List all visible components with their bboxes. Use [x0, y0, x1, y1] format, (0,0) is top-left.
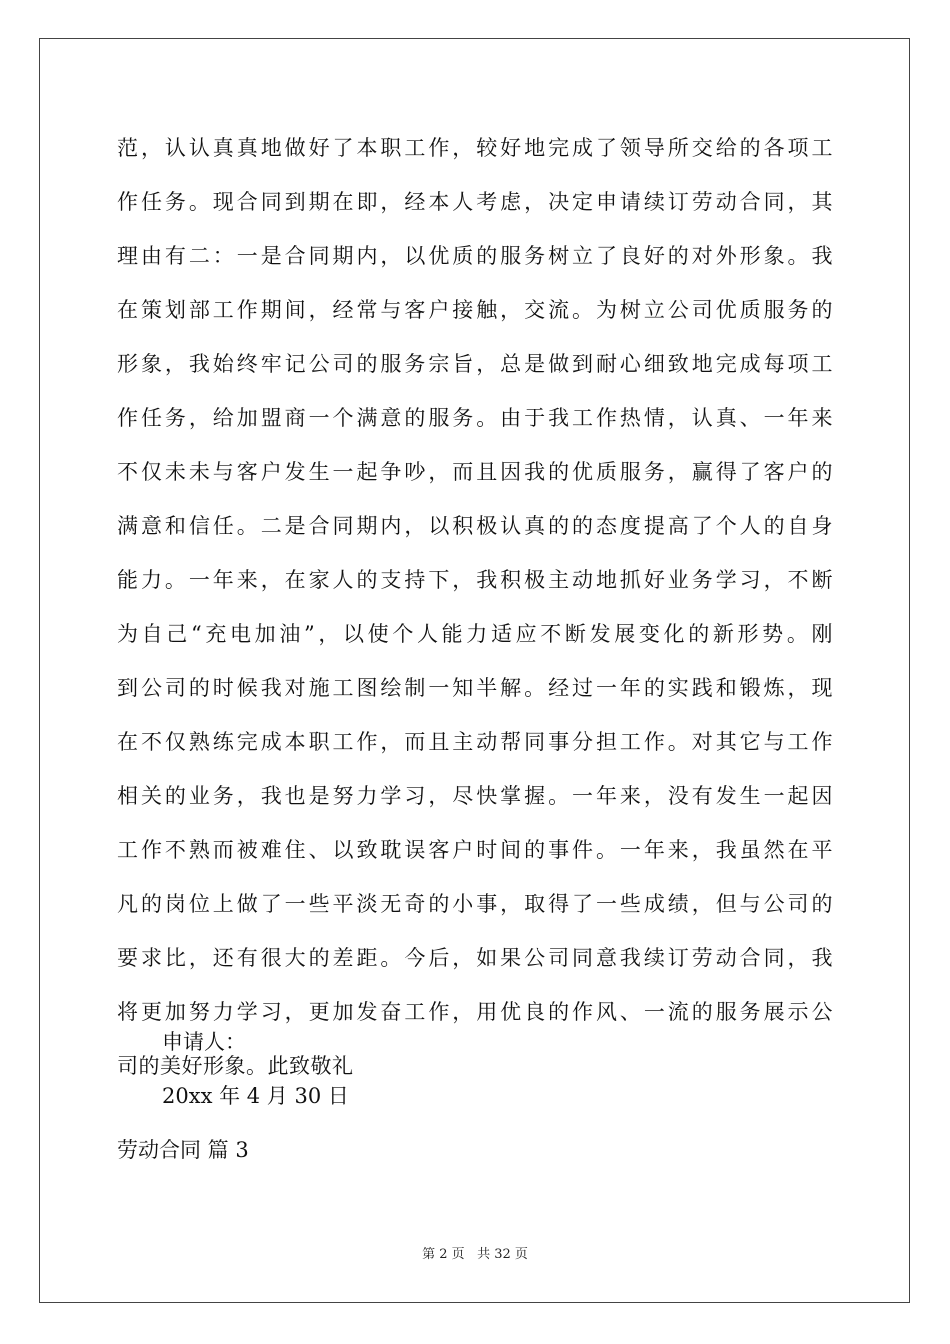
page-number: 第 2 页: [422, 1247, 465, 1262]
body-line: 形象，我始终牢记公司的服务宗旨，总是做到耐心细致地完成每项工: [117, 352, 833, 376]
body-line: 在策划部工作期间，经常与客户接触，交流。为树立公司优质服务的: [117, 298, 833, 322]
body-line: 理由有二：一是合同期内，以优质的服务树立了良好的对外形象。我: [117, 244, 833, 268]
body-line: 为自己“充电加油”，以使个人能力适应不断发展变化的新形势。刚: [117, 622, 833, 646]
document-body: [117, 121, 833, 1093]
body-line: 司的美好形象。此致敬礼: [117, 1054, 354, 1078]
body-line: 不仅未未与客户发生一起争吵，而且因我的优质服务，赢得了客户的: [117, 460, 833, 484]
body-line: 到公司的时候我对施工图绘制一知半解。经过一年的实践和锻炼，现: [117, 676, 833, 700]
total-pages: 共 32 页: [477, 1247, 528, 1262]
body-line: 要求比，还有很大的差距。今后，如果公司同意我续订劳动合同，我: [117, 946, 833, 970]
body-line: 工作不熟而被难住、以致耽误客户时间的事件。一年来，我虽然在平: [117, 838, 833, 862]
body-line: 凡的岗位上做了一些平淡无奇的小事，取得了一些成绩，但与公司的: [117, 892, 833, 916]
body-line: 相关的业务，我也是努力学习，尽快掌握。一年来，没有发生一起因: [117, 784, 833, 808]
body-line: 作任务。现合同到期在即，经本人考虑，决定申请续订劳动合同，其: [117, 190, 833, 214]
body-line: 满意和信任。二是合同期内，以积极认真的的态度提高了个人的自身: [117, 514, 833, 538]
body-line: 作任务，给加盟商一个满意的服务。由于我工作热情，认真、一年来: [117, 406, 833, 430]
body-line: 将更加努力学习，更加发奋工作，用优良的作风、一流的服务展示公: [117, 1000, 833, 1024]
page-footer: [0, 1245, 950, 1265]
body-line: 在不仅熟练完成本职工作，而且主动帮同事分担工作。对其它与工作: [117, 730, 833, 754]
section-title: 劳动合同 篇 3: [117, 1138, 249, 1162]
body-line: 能力。一年来，在家人的支持下，我积极主动地抓好业务学习，不断: [117, 568, 833, 592]
applicant-label: 申请人：: [162, 1030, 246, 1054]
body-line: 范，认认真真地做好了本职工作，较好地完成了领导所交给的各项工: [117, 136, 833, 160]
signature-date: 20xx 年 4 月 30 日: [162, 1084, 349, 1108]
